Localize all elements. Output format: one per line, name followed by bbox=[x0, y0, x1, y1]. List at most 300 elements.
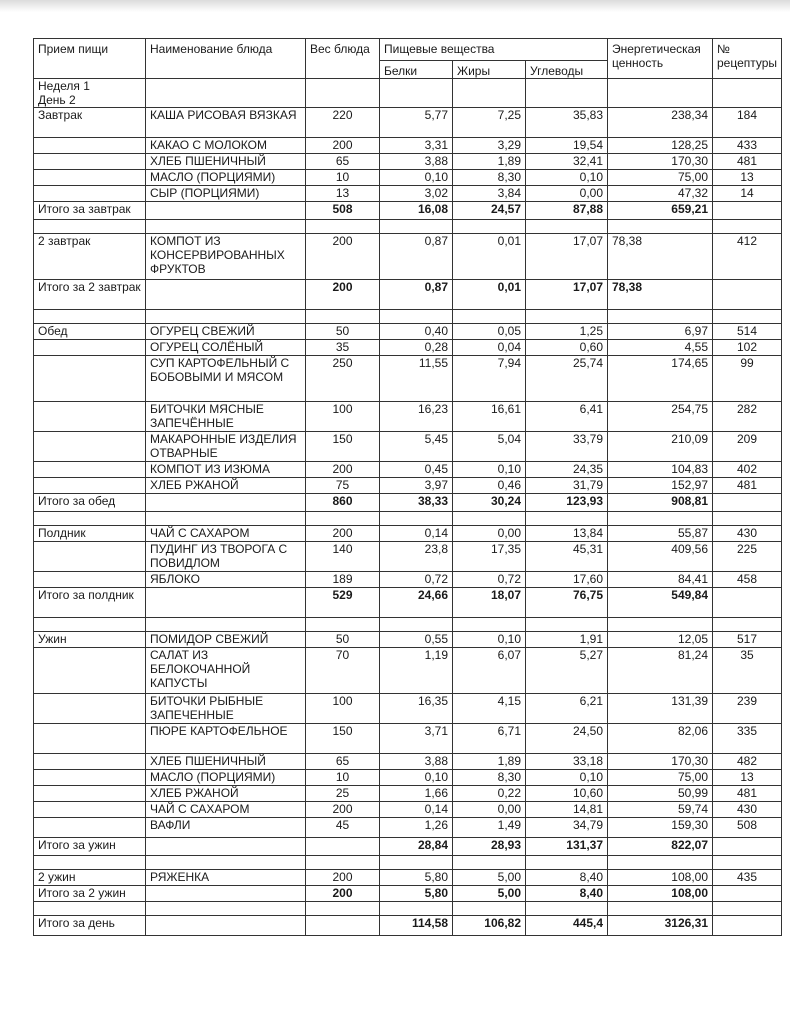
spacer-row bbox=[34, 618, 782, 632]
cell-recipe bbox=[713, 886, 782, 902]
table-row bbox=[34, 648, 782, 694]
cell-weight: 200 bbox=[306, 526, 380, 542]
cell-meal: Итого за завтрак bbox=[34, 202, 146, 220]
cell-dish bbox=[146, 79, 306, 108]
cell-carbs: 19,54 bbox=[526, 138, 608, 154]
cell-fats: 3,84 bbox=[453, 186, 526, 202]
cell-fats: 30,24 bbox=[453, 494, 526, 512]
cell-proteins: 5,80 bbox=[380, 870, 453, 886]
cell-dish: ЧАЙ С САХАРОМ bbox=[146, 526, 306, 542]
header-energy: Энергетическая ценность bbox=[608, 39, 713, 79]
cell-energy: 254,75 bbox=[608, 402, 713, 432]
cell-proteins: 0,45 bbox=[380, 462, 453, 478]
cell-recipe: 514 bbox=[713, 324, 782, 340]
cell-proteins: 5,45 bbox=[380, 432, 453, 462]
cell-energy: 131,39 bbox=[608, 694, 713, 724]
cell-recipe: 13 bbox=[713, 770, 782, 786]
cell-energy: 75,00 bbox=[608, 170, 713, 186]
cell-carbs: 45,31 bbox=[526, 542, 608, 572]
cell-recipe bbox=[713, 916, 782, 936]
table-row bbox=[34, 79, 782, 108]
cell-dish bbox=[146, 902, 306, 916]
cell-weight: 200 bbox=[306, 870, 380, 886]
cell-dish bbox=[146, 916, 306, 936]
cell-carbs: 0,00 bbox=[526, 186, 608, 202]
cell-carbs: 14,81 bbox=[526, 802, 608, 818]
cell-dish: ОГУРЕЦ СОЛЁНЫЙ bbox=[146, 340, 306, 356]
cell-carbs: 24,35 bbox=[526, 462, 608, 478]
cell-proteins: 11,55 bbox=[380, 356, 453, 402]
cell-proteins bbox=[380, 856, 453, 870]
cell-weight: 10 bbox=[306, 170, 380, 186]
cell-fats: 1,89 bbox=[453, 154, 526, 170]
cell-proteins bbox=[380, 618, 453, 632]
cell-energy: 47,32 bbox=[608, 186, 713, 202]
cell-energy: 50,99 bbox=[608, 786, 713, 802]
cell-energy: 152,97 bbox=[608, 478, 713, 494]
cell-fats: 5,04 bbox=[453, 432, 526, 462]
cell-weight: 189 bbox=[306, 572, 380, 588]
cell-weight: 65 bbox=[306, 754, 380, 770]
cell-weight: 13 bbox=[306, 186, 380, 202]
cell-energy: 12,05 bbox=[608, 632, 713, 648]
cell-fats: 6,71 bbox=[453, 724, 526, 754]
table-row bbox=[34, 632, 782, 648]
cell-carbs: 17,07 bbox=[526, 234, 608, 280]
cell-dish bbox=[146, 588, 306, 618]
cell-dish bbox=[146, 856, 306, 870]
cell-recipe: 184 bbox=[713, 108, 782, 138]
cell-fats bbox=[453, 79, 526, 108]
cell-meal bbox=[34, 512, 146, 526]
header-recipe: № рецептуры bbox=[713, 39, 782, 79]
cell-dish: РЯЖЕНКА bbox=[146, 870, 306, 886]
cell-recipe bbox=[713, 902, 782, 916]
cell-fats: 8,30 bbox=[453, 170, 526, 186]
cell-dish bbox=[146, 886, 306, 902]
cell-meal bbox=[34, 818, 146, 838]
cell-energy bbox=[608, 618, 713, 632]
cell-weight: 75 bbox=[306, 478, 380, 494]
cell-proteins: 38,33 bbox=[380, 494, 453, 512]
cell-carbs: 33,18 bbox=[526, 754, 608, 770]
cell-carbs: 17,60 bbox=[526, 572, 608, 588]
cell-proteins: 0,72 bbox=[380, 572, 453, 588]
cell-proteins: 0,40 bbox=[380, 324, 453, 340]
cell-meal bbox=[34, 432, 146, 462]
cell-meal bbox=[34, 542, 146, 572]
cell-carbs: 445,4 bbox=[526, 916, 608, 936]
cell-fats: 6,07 bbox=[453, 648, 526, 694]
cell-fats: 0,05 bbox=[453, 324, 526, 340]
cell-energy bbox=[608, 310, 713, 324]
cell-proteins: 3,88 bbox=[380, 754, 453, 770]
cell-meal bbox=[34, 154, 146, 170]
cell-meal bbox=[34, 618, 146, 632]
cell-weight bbox=[306, 310, 380, 324]
cell-proteins: 28,84 bbox=[380, 838, 453, 856]
table-row bbox=[34, 754, 782, 770]
cell-energy: 908,81 bbox=[608, 494, 713, 512]
total-row bbox=[34, 588, 782, 618]
cell-dish: ХЛЕБ ПШЕНИЧНЫЙ bbox=[146, 754, 306, 770]
cell-fats: 0,22 bbox=[453, 786, 526, 802]
cell-energy: 174,65 bbox=[608, 356, 713, 402]
table-row bbox=[34, 234, 782, 280]
cell-energy bbox=[608, 79, 713, 108]
cell-dish: КАКАО С МОЛОКОМ bbox=[146, 138, 306, 154]
table-row bbox=[34, 462, 782, 478]
cell-proteins bbox=[380, 512, 453, 526]
cell-carbs: 1,91 bbox=[526, 632, 608, 648]
table-row bbox=[34, 154, 782, 170]
cell-meal bbox=[34, 220, 146, 234]
cell-proteins: 0,10 bbox=[380, 770, 453, 786]
cell-carbs bbox=[526, 856, 608, 870]
cell-fats: 18,07 bbox=[453, 588, 526, 618]
cell-recipe: 239 bbox=[713, 694, 782, 724]
cell-fats: 4,15 bbox=[453, 694, 526, 724]
cell-fats: 24,57 bbox=[453, 202, 526, 220]
cell-energy: 238,34 bbox=[608, 108, 713, 138]
cell-meal bbox=[34, 754, 146, 770]
cell-proteins: 1,19 bbox=[380, 648, 453, 694]
cell-weight: 200 bbox=[306, 886, 380, 902]
cell-meal: Итого за обед bbox=[34, 494, 146, 512]
cell-weight: 100 bbox=[306, 694, 380, 724]
cell-weight: 200 bbox=[306, 462, 380, 478]
total-row bbox=[34, 916, 782, 936]
cell-meal: Итого за полдник bbox=[34, 588, 146, 618]
cell-proteins: 0,14 bbox=[380, 802, 453, 818]
cell-dish: МАСЛО (ПОРЦИЯМИ) bbox=[146, 770, 306, 786]
cell-weight bbox=[306, 618, 380, 632]
cell-dish: КОМПОТ ИЗ ИЗЮМА bbox=[146, 462, 306, 478]
cell-carbs: 25,74 bbox=[526, 356, 608, 402]
cell-proteins bbox=[380, 310, 453, 324]
cell-recipe: 458 bbox=[713, 572, 782, 588]
cell-recipe: 282 bbox=[713, 402, 782, 432]
table-row bbox=[34, 108, 782, 138]
spacer-row bbox=[34, 512, 782, 526]
spacer-row bbox=[34, 310, 782, 324]
cell-meal bbox=[34, 186, 146, 202]
cell-fats: 16,61 bbox=[453, 402, 526, 432]
cell-meal: Ужин bbox=[34, 632, 146, 648]
cell-proteins: 3,88 bbox=[380, 154, 453, 170]
cell-fats: 0,72 bbox=[453, 572, 526, 588]
total-row bbox=[34, 494, 782, 512]
cell-recipe: 402 bbox=[713, 462, 782, 478]
spacer-row bbox=[34, 902, 782, 916]
cell-dish: СЫР (ПОРЦИЯМИ) bbox=[146, 186, 306, 202]
table-row bbox=[34, 770, 782, 786]
cell-recipe bbox=[713, 494, 782, 512]
cell-energy: 3126,31 bbox=[608, 916, 713, 936]
cell-weight: 100 bbox=[306, 402, 380, 432]
cell-recipe: 99 bbox=[713, 356, 782, 402]
cell-dish: ПОМИДОР СВЕЖИЙ bbox=[146, 632, 306, 648]
cell-carbs: 24,50 bbox=[526, 724, 608, 754]
cell-energy: 210,09 bbox=[608, 432, 713, 462]
cell-weight bbox=[306, 838, 380, 856]
cell-recipe: 35 bbox=[713, 648, 782, 694]
cell-meal bbox=[34, 138, 146, 154]
cell-energy: 4,55 bbox=[608, 340, 713, 356]
header-dish: Наименование блюда bbox=[146, 39, 306, 79]
cell-energy: 84,41 bbox=[608, 572, 713, 588]
cell-meal bbox=[34, 340, 146, 356]
cell-weight: 200 bbox=[306, 138, 380, 154]
cell-dish: ХЛЕБ РЖАНОЙ bbox=[146, 786, 306, 802]
table-row bbox=[34, 870, 782, 886]
cell-meal bbox=[34, 770, 146, 786]
cell-fats: 17,35 bbox=[453, 542, 526, 572]
table-header bbox=[34, 39, 782, 79]
cell-recipe: 209 bbox=[713, 432, 782, 462]
cell-proteins bbox=[380, 220, 453, 234]
cell-carbs: 33,79 bbox=[526, 432, 608, 462]
cell-fats: 1,49 bbox=[453, 818, 526, 838]
header-nutrients: Пищевые вещества bbox=[380, 39, 608, 61]
cell-recipe: 412 bbox=[713, 234, 782, 280]
cell-carbs: 0,60 bbox=[526, 340, 608, 356]
cell-fats: 0,01 bbox=[453, 280, 526, 310]
cell-dish: ВАФЛИ bbox=[146, 818, 306, 838]
cell-energy: 549,84 bbox=[608, 588, 713, 618]
cell-recipe: 508 bbox=[713, 818, 782, 838]
cell-energy: 159,30 bbox=[608, 818, 713, 838]
cell-proteins: 1,66 bbox=[380, 786, 453, 802]
cell-meal bbox=[34, 356, 146, 402]
cell-fats: 7,25 bbox=[453, 108, 526, 138]
cell-weight: 35 bbox=[306, 340, 380, 356]
cell-dish: МАКАРОННЫЕ ИЗДЕЛИЯ ОТВАРНЫЕ bbox=[146, 432, 306, 462]
cell-carbs: 6,41 bbox=[526, 402, 608, 432]
cell-carbs: 131,37 bbox=[526, 838, 608, 856]
cell-dish: ЯБЛОКО bbox=[146, 572, 306, 588]
cell-recipe: 430 bbox=[713, 526, 782, 542]
cell-weight: 150 bbox=[306, 724, 380, 754]
cell-weight: 25 bbox=[306, 786, 380, 802]
scan-top-edge bbox=[0, 0, 790, 12]
cell-meal: Итого за день bbox=[34, 916, 146, 936]
cell-weight bbox=[306, 916, 380, 936]
table-row bbox=[34, 170, 782, 186]
cell-energy bbox=[608, 902, 713, 916]
cell-meal: Завтрак bbox=[34, 108, 146, 138]
cell-dish bbox=[146, 512, 306, 526]
total-row bbox=[34, 886, 782, 902]
cell-carbs: 17,07 bbox=[526, 280, 608, 310]
cell-energy: 81,24 bbox=[608, 648, 713, 694]
cell-dish: ПУДИНГ ИЗ ТВОРОГА С ПОВИДЛОМ bbox=[146, 542, 306, 572]
cell-meal bbox=[34, 802, 146, 818]
cell-meal bbox=[34, 902, 146, 916]
table-row bbox=[34, 542, 782, 572]
table-row bbox=[34, 526, 782, 542]
cell-proteins bbox=[380, 902, 453, 916]
cell-fats: 28,93 bbox=[453, 838, 526, 856]
cell-meal: Итого за 2 завтрак bbox=[34, 280, 146, 310]
cell-proteins: 16,08 bbox=[380, 202, 453, 220]
table-row bbox=[34, 138, 782, 154]
cell-proteins bbox=[380, 79, 453, 108]
spacer-row bbox=[34, 856, 782, 870]
cell-fats bbox=[453, 220, 526, 234]
cell-proteins: 3,31 bbox=[380, 138, 453, 154]
cell-carbs bbox=[526, 512, 608, 526]
cell-carbs: 76,75 bbox=[526, 588, 608, 618]
table-row bbox=[34, 694, 782, 724]
cell-proteins: 0,14 bbox=[380, 526, 453, 542]
cell-recipe bbox=[713, 79, 782, 108]
cell-carbs: 0,10 bbox=[526, 170, 608, 186]
cell-proteins: 16,23 bbox=[380, 402, 453, 432]
cell-fats: 1,89 bbox=[453, 754, 526, 770]
header-fats: Жиры bbox=[453, 61, 526, 79]
cell-proteins: 0,28 bbox=[380, 340, 453, 356]
cell-weight: 860 bbox=[306, 494, 380, 512]
cell-dish bbox=[146, 618, 306, 632]
cell-carbs bbox=[526, 220, 608, 234]
cell-energy bbox=[608, 512, 713, 526]
cell-dish: ПЮРЕ КАРТОФЕЛЬНОЕ bbox=[146, 724, 306, 754]
table-body bbox=[34, 79, 782, 936]
cell-recipe: 435 bbox=[713, 870, 782, 886]
cell-carbs: 32,41 bbox=[526, 154, 608, 170]
menu-table bbox=[33, 38, 782, 936]
cell-fats: 3,29 bbox=[453, 138, 526, 154]
table-row bbox=[34, 478, 782, 494]
cell-dish bbox=[146, 310, 306, 324]
table-row bbox=[34, 818, 782, 838]
cell-fats bbox=[453, 618, 526, 632]
cell-weight bbox=[306, 856, 380, 870]
cell-dish bbox=[146, 220, 306, 234]
cell-energy bbox=[608, 220, 713, 234]
cell-energy bbox=[608, 856, 713, 870]
cell-recipe: 430 bbox=[713, 802, 782, 818]
header-weight: Вес блюда bbox=[306, 39, 380, 79]
cell-fats: 5,00 bbox=[453, 870, 526, 886]
cell-weight: 45 bbox=[306, 818, 380, 838]
cell-meal bbox=[34, 572, 146, 588]
cell-proteins: 0,87 bbox=[380, 280, 453, 310]
cell-carbs: 5,27 bbox=[526, 648, 608, 694]
cell-weight: 250 bbox=[306, 356, 380, 402]
cell-meal: Обед bbox=[34, 324, 146, 340]
cell-meal bbox=[34, 648, 146, 694]
total-row bbox=[34, 202, 782, 220]
cell-meal bbox=[34, 310, 146, 324]
cell-proteins: 1,26 bbox=[380, 818, 453, 838]
cell-proteins: 3,71 bbox=[380, 724, 453, 754]
cell-carbs: 8,40 bbox=[526, 870, 608, 886]
cell-dish: КОМПОТ ИЗ КОНСЕРВИРОВАННЫХ ФРУКТОВ bbox=[146, 234, 306, 280]
cell-weight: 508 bbox=[306, 202, 380, 220]
cell-recipe: 13 bbox=[713, 170, 782, 186]
cell-carbs: 31,79 bbox=[526, 478, 608, 494]
cell-recipe bbox=[713, 280, 782, 310]
cell-fats: 5,00 bbox=[453, 886, 526, 902]
cell-carbs: 10,60 bbox=[526, 786, 608, 802]
cell-recipe: 482 bbox=[713, 754, 782, 770]
cell-dish: САЛАТ ИЗ БЕЛОКОЧАННОЙ КАПУСТЫ bbox=[146, 648, 306, 694]
cell-recipe: 335 bbox=[713, 724, 782, 754]
cell-recipe bbox=[713, 512, 782, 526]
cell-meal: 2 завтрак bbox=[34, 234, 146, 280]
cell-dish: БИТОЧКИ РЫБНЫЕ ЗАПЕЧЕННЫЕ bbox=[146, 694, 306, 724]
cell-meal bbox=[34, 402, 146, 432]
table-row bbox=[34, 802, 782, 818]
table-row bbox=[34, 572, 782, 588]
cell-carbs: 87,88 bbox=[526, 202, 608, 220]
cell-carbs: 123,93 bbox=[526, 494, 608, 512]
cell-recipe bbox=[713, 310, 782, 324]
cell-weight bbox=[306, 79, 380, 108]
cell-energy: 6,97 bbox=[608, 324, 713, 340]
spacer-row bbox=[34, 220, 782, 234]
header-meal: Прием пищи bbox=[34, 39, 146, 79]
table-row bbox=[34, 324, 782, 340]
cell-recipe: 102 bbox=[713, 340, 782, 356]
cell-fats bbox=[453, 310, 526, 324]
cell-proteins: 5,77 bbox=[380, 108, 453, 138]
cell-weight: 200 bbox=[306, 280, 380, 310]
cell-meal bbox=[34, 170, 146, 186]
cell-energy: 170,30 bbox=[608, 154, 713, 170]
cell-recipe bbox=[713, 220, 782, 234]
cell-fats: 0,46 bbox=[453, 478, 526, 494]
cell-proteins: 114,58 bbox=[380, 916, 453, 936]
cell-meal bbox=[34, 478, 146, 494]
cell-energy: 170,30 bbox=[608, 754, 713, 770]
cell-weight: 140 bbox=[306, 542, 380, 572]
cell-fats: 0,00 bbox=[453, 526, 526, 542]
cell-meal: Полдник bbox=[34, 526, 146, 542]
cell-meal bbox=[34, 856, 146, 870]
cell-proteins: 3,97 bbox=[380, 478, 453, 494]
cell-recipe: 481 bbox=[713, 154, 782, 170]
cell-dish bbox=[146, 838, 306, 856]
cell-weight: 200 bbox=[306, 802, 380, 818]
table-row bbox=[34, 340, 782, 356]
cell-meal: Итого за 2 ужин bbox=[34, 886, 146, 902]
cell-proteins: 0,87 bbox=[380, 234, 453, 280]
cell-weight: 529 bbox=[306, 588, 380, 618]
cell-recipe: 517 bbox=[713, 632, 782, 648]
cell-carbs bbox=[526, 902, 608, 916]
cell-recipe: 481 bbox=[713, 478, 782, 494]
cell-energy: 108,00 bbox=[608, 870, 713, 886]
cell-fats bbox=[453, 902, 526, 916]
cell-fats: 0,00 bbox=[453, 802, 526, 818]
cell-fats bbox=[453, 856, 526, 870]
cell-recipe bbox=[713, 618, 782, 632]
cell-recipe bbox=[713, 202, 782, 220]
cell-energy: 59,74 bbox=[608, 802, 713, 818]
cell-fats: 0,04 bbox=[453, 340, 526, 356]
table-row bbox=[34, 786, 782, 802]
cell-proteins: 3,02 bbox=[380, 186, 453, 202]
cell-meal bbox=[34, 694, 146, 724]
table-row bbox=[34, 402, 782, 432]
cell-recipe: 481 bbox=[713, 786, 782, 802]
cell-dish bbox=[146, 202, 306, 220]
cell-proteins: 24,66 bbox=[380, 588, 453, 618]
cell-dish: СУП КАРТОФЕЛЬНЫЙ С БОБОВЫМИ И МЯСОМ bbox=[146, 356, 306, 402]
